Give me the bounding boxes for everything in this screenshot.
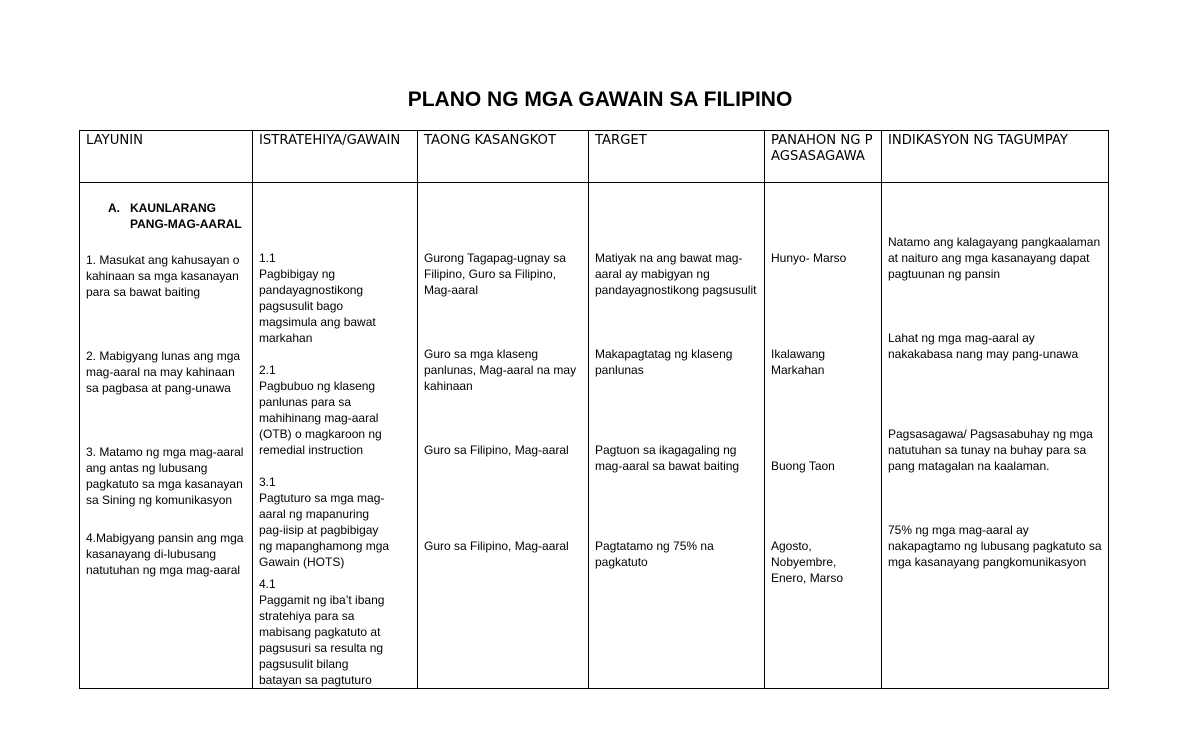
document-title: PLANO NG MGA GAWAIN SA FILIPINO [407, 88, 793, 111]
target-1: Matiyak na ang bawat mag-aaral ay mabigyan ng pandayagnostikong pagsusulit [595, 251, 757, 297]
istratehiya-1 [259, 250, 411, 346]
istratehiya-cell [253, 183, 418, 689]
target-4: Pagtatamo ng 75% na pagkatuto [595, 539, 714, 569]
taong-3: Guro sa Filipino, Mag-aaral [424, 443, 569, 457]
section-label: A. [108, 201, 120, 215]
istratehiya-2-number: 2.1 [259, 363, 276, 377]
header-istratehiya: ISTRATEHIYA/GAWAIN [253, 131, 418, 183]
layunin-2: 2. Mabigyang lunas ang mga mag-aaral na may kahinaan sa pagbasa at pang-unawa [86, 349, 241, 395]
section-title-line2: PANG-MAG-AARAL [130, 217, 242, 231]
target-3: Pagtuon sa ikagagaling ng mag-aaral sa bawat baiting [595, 443, 740, 473]
taong-cell [418, 183, 589, 689]
layunin-4: 4.Mabigyang pansin ang mga kasanayang di-lubusang natutuhan ng mga mag-aaral [86, 531, 244, 577]
header-panahon: PANAHON NG PAGSASAGAWA [765, 131, 882, 183]
istratehiya-3-number: 3.1 [259, 475, 276, 489]
taong-1: Gurong Tagapag-ugnay sa Filipino, Guro sa Filipino, Mag-aaral [424, 251, 566, 297]
indikasyon-4: 75% ng mga mag-aaral ay nakapagtamo ng lubusang pagkatuto sa mga kasanayang pangkomunikasyon [888, 523, 1102, 569]
panahon-3: Buong Taon [771, 459, 835, 473]
indikasyon-2: Lahat ng mga mag-aaral ay nakakabasa nang may pang-unawa [888, 331, 1079, 361]
header-taong-kasangkot: TAONG KASANGKOT [418, 131, 589, 183]
plan-table [79, 130, 1109, 689]
panahon-2: Ikalawang Markahan [771, 347, 826, 377]
panahon-4: Agosto, Nobyembre, Enero, Marso [771, 539, 844, 585]
section-title-line1: KAUNLARANG [130, 201, 216, 215]
indikasyon-3: Pagsasagawa/ Pagsasabuhay ng mga natutuhan sa tunay na buhay para sa pang matagalan na kaalaman. [888, 427, 1093, 473]
taong-2: Guro sa mga klaseng panlunas, Mag-aaral na may kahinaan [424, 347, 577, 393]
header-target: TARGET [589, 131, 765, 183]
header-row [80, 131, 1109, 183]
istratehiya-3 [259, 474, 411, 570]
header-indikasyon: INDIKASYON NG TAGUMPAY [882, 131, 1109, 183]
header-layunin: LAYUNIN [80, 131, 253, 183]
istratehiya-4-number: 4.1 [259, 577, 276, 591]
layunin-1: 1. Masukat ang kahusayan o kahinaan sa mga kasanayan para sa bawat baiting [86, 253, 240, 299]
section-heading [86, 200, 246, 232]
panahon-cell [765, 183, 882, 689]
istratehiya-4 [259, 576, 411, 688]
target-cell [589, 183, 765, 689]
istratehiya-3-text: Pagtuturo sa mga mag-aaral ng mapanuring pag-iisip at pagbibigay ng mapanghamong mga Gawain (HOTS) [259, 491, 390, 569]
target-2: Makapagtatag ng klaseng panlunas [595, 347, 733, 377]
body-row [80, 183, 1109, 689]
istratehiya-2 [259, 362, 411, 458]
istratehiya-2-text: Pagbubuo ng klaseng panlunas para sa mahihinang mag-aaral (OTB) o magkaroon ng remedial instruction [259, 379, 382, 457]
panahon-1: Hunyo- Marso [771, 251, 847, 265]
taong-4: Guro sa Filipino, Mag-aaral [424, 539, 569, 553]
istratehiya-1-text: Pagbibigay ng pandayagnostikong pagsusulit bago magsimula ang bawat markahan [259, 267, 376, 345]
istratehiya-4-text: Paggamit ng iba’t ibang stratehiya para sa mabisang pagkatuto at pagsusuri sa resulta ng pagsusulit bilang batayan sa pagtuturo [259, 593, 385, 687]
layunin-3: 3. Matamo ng mga mag-aaral ang antas ng lubusang pagkatuto sa mga kasanayan sa Sining ng komunikasyon [86, 445, 244, 507]
istratehiya-1-number: 1.1 [259, 251, 276, 265]
indikasyon-1: Natamo ang kalagayang pangkaalaman at naituro ang mga kasanayang dapat pagtuunan ng pansin [888, 235, 1101, 281]
layunin-cell [80, 183, 253, 689]
indikasyon-cell [882, 183, 1109, 689]
